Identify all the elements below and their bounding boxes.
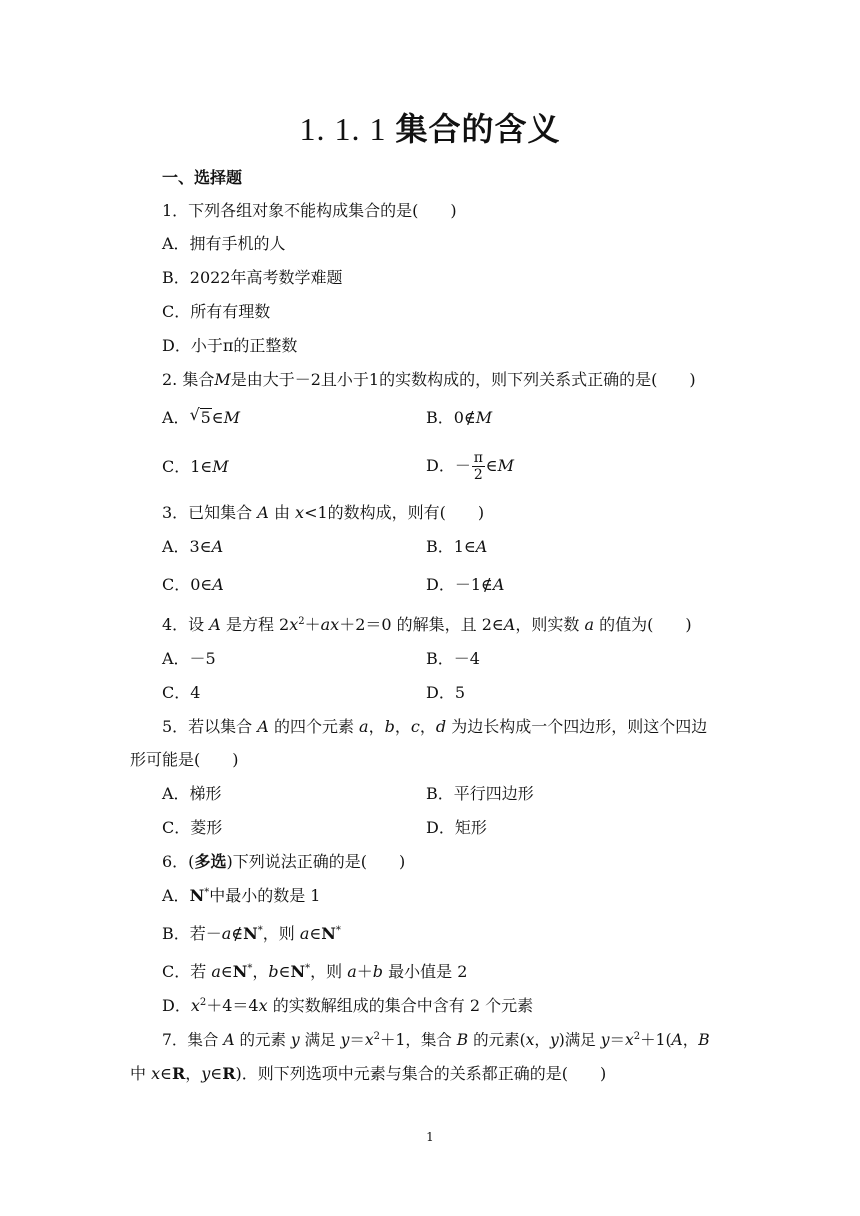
question-5-option-a: A．梯形 [162, 784, 222, 803]
question-4-option-a: A．－5 [162, 649, 216, 668]
page-number: 1 [426, 1130, 434, 1144]
question-5-option-b: B．平行四边形 [426, 784, 534, 803]
question-3-option-d: D．－1∉A [426, 575, 505, 594]
question-4-option-b: B．－4 [426, 649, 480, 668]
question-4-option-c: C．4 [162, 683, 201, 702]
question-3-option-a: A．3∈A [162, 537, 224, 556]
question-2-option-d: D．－ $\frac{\pi}{2}$ ∈M [426, 450, 514, 483]
question-5-stem-continued: 形可能是( ) [130, 750, 239, 769]
question-4-stem: 4．设 A 是方程 $2x^2+ax+2=0$ 的解集，且 2∈A，则实数 a 的值为( ) [162, 615, 692, 634]
question-6-option-d: D．$x^2+4=4x$ 的实数解组成的集合中含有 2 个元素 [162, 996, 534, 1015]
question-7-stem: 7．集合 A 的元素 y 满足 $y=x^2+1$，集合 B 的元素(x，y)满足 $y=x^2+1(A$，B [162, 1031, 710, 1049]
question-6-stem: 6．(多选)下列说法正确的是( ) [162, 852, 406, 871]
question-1-option-c: C．所有有理数 [162, 302, 271, 321]
question-5-option-c: C．菱形 [162, 818, 223, 837]
sqrt-symbol: √ 5 [189, 405, 211, 427]
question-1-option-b: B．2022年高考数学难题 [162, 268, 343, 287]
question-4-option-d: D．5 [426, 683, 466, 702]
multi-select-tag: 多选 [194, 852, 227, 871]
question-6-option-c: C．若 a∈N*，b∈N*，则 a＋b 最小值是 2 [162, 962, 468, 981]
question-2-stem: 2. 集合M是由大于－2且小于1的实数构成的，则下列关系式正确的是( ) [162, 370, 696, 389]
question-1-option-a: A．拥有手机的人 [162, 234, 286, 253]
question-3-option-c: C．0∈A [162, 575, 224, 594]
question-2-option-a: A． √ 5∈M [162, 405, 240, 427]
question-2-option-c: C．1∈M [162, 457, 229, 476]
title-text: 集合的含义 [395, 110, 561, 148]
question-5-option-d: D．矩形 [426, 818, 487, 837]
section-heading: 一、选择题 [162, 168, 243, 187]
question-1-option-d: D．小于π的正整数 [162, 336, 298, 355]
question-6-option-a: A．N*中最小的数是 1 [162, 886, 321, 905]
page-title [0, 104, 860, 150]
question-7-stem-continued: 中 x∈R，y∈R)．则下列选项中元素与集合的关系都正确的是( ) [130, 1064, 607, 1083]
question-1-stem: 1．下列各组对象不能构成集合的是( ) [162, 201, 457, 220]
title-number: 1. 1. 1 [299, 111, 396, 147]
question-6-option-b: B．若－a∉N*，则 a∈N* [162, 924, 341, 943]
question-5-stem: 5．若以集合 A 的四个元素 a，b，c，d 为边长构成一个四边形，则这个四边 [162, 717, 708, 736]
question-3-stem: 3．已知集合 A 由 x<1的数构成，则有( ) [162, 503, 485, 522]
fraction-pi-over-2: $\frac{\pi}{2}$ [473, 450, 483, 483]
question-3-option-b: B．1∈A [426, 537, 488, 556]
question-2-option-b: B．0∉M [426, 408, 493, 427]
